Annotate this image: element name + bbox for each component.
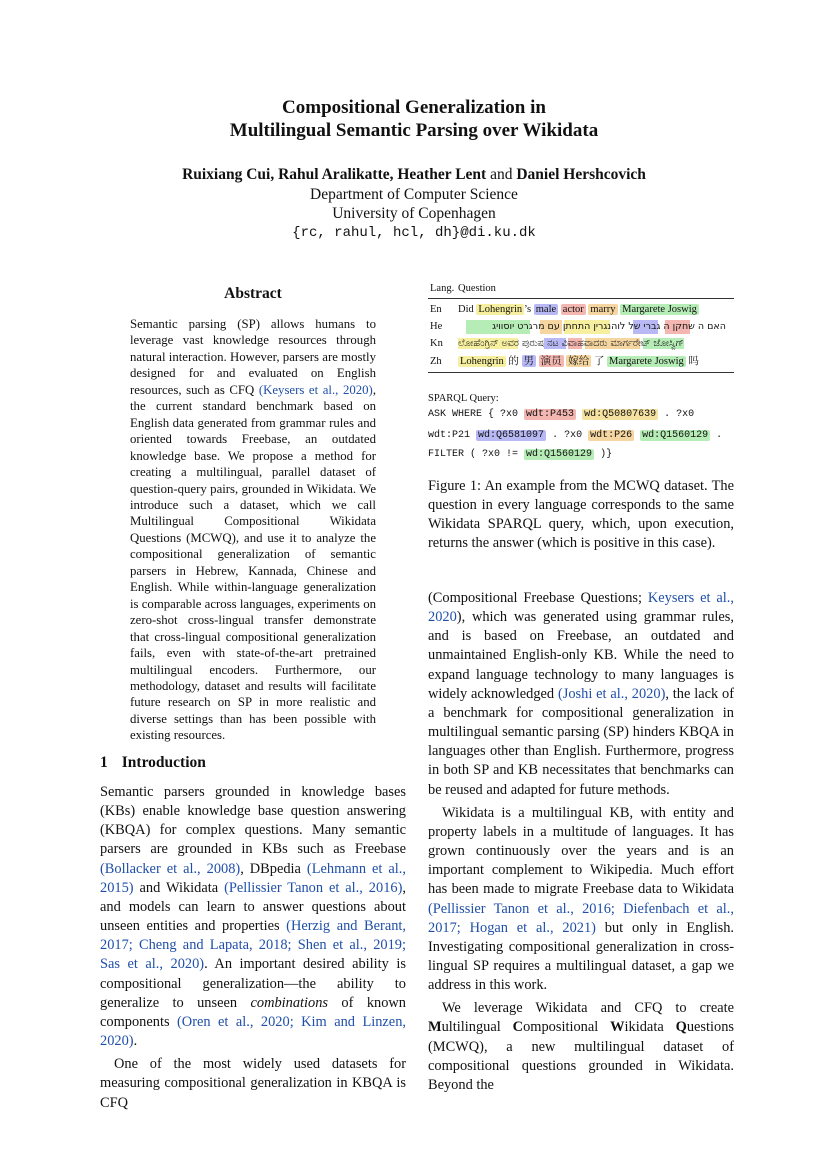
- authors-and: and: [490, 166, 513, 183]
- right-paragraph-2: [428, 804, 734, 996]
- text-run: . An important desired ability is compositional generalization—the ability to generalize to unseen: [100, 956, 406, 1011]
- text-run: , the lack of a benchmark for compositional generalization in multilingual semantic parsing (SP) hinders KBQA in languages other than English. Furthermore, progress in both SP and KB necessitates that benchmarks can be reused and adapted for future methods.: [428, 685, 734, 798]
- role-highlight: 演员: [540, 355, 562, 367]
- row-en: [430, 303, 699, 317]
- role-highlight: actor: [562, 304, 584, 315]
- abstract-part: , the current standard benchmark based on English data generated from grammar rules and oriented towards Freebase, an outdated knowledge base. We propose a method for creating a multilingual, parallel dataset of question-query pairs, grounded in Wikidata. We introduce such a dataset, which we call Multilingual Compositional Wikidata Questions (MCWQ), and use it to analyze the compositional generalization of semantic parsers in Hebrew, Kannada, Chinese and English. While within-language generalization is comparable across languages, experiments on zero-shot cross-lingual transfer demonstrate that cross-lingual compositional generalization fails, even with state-of-the-art pretrained multilingual encoders. Furthermore, our methodology, dataset and results will facilitate future research on SP in more realistic and diverse settings than has been possible with existing resources.: [130, 382, 377, 743]
- kannada-question: ಲೋಹೆಂಗ್ರಿನ್ ಅವರ ಪುರುಷ ನಟ ವಿವಾಹವಾದರು ಮಾರ್ಗರೇಟ್ ಜೋಸ್ವಿಗ್: [458, 338, 684, 349]
- text-run: ), which was generated using grammar rules, and is based on Freebase, an outdated and unmaintained English-only KB. While the need to expand language technology to many languages is widely acknowledged: [428, 609, 734, 702]
- paper-title: [0, 96, 828, 142]
- abstract-heading: Abstract: [224, 285, 282, 302]
- acronym-letter: W: [610, 1019, 625, 1036]
- gender-highlight: 男: [523, 355, 534, 367]
- lang-code: He: [430, 321, 443, 332]
- text-run: Wikidata is a multilingual KB, with entity and property labels in a multitude of languages. It has grown continuously over the years and is an important complement to Wikipedia. Much effort has been made to migrate Freebase data to Wikidata: [428, 804, 734, 898]
- lang-code: Zh: [430, 356, 442, 367]
- text-run: ompositional: [523, 1019, 611, 1036]
- left-column-body: [100, 783, 406, 1113]
- code-run: .: [716, 430, 723, 441]
- emphasis: combinations: [250, 994, 329, 1011]
- relation-highlight: marry: [590, 304, 616, 315]
- author-email: {rc, rahul, hcl, dh}@di.ku.dk: [292, 225, 536, 241]
- text-run: We leverage Wikidata and CFQ to create: [442, 1000, 734, 1017]
- lang-code: Kn: [430, 338, 443, 349]
- item-highlight: wd:Q6581097: [478, 430, 545, 441]
- citation-link[interactable]: (Bollacker et al., 2008): [100, 860, 241, 877]
- item-highlight: wd:Q1560129: [642, 430, 709, 441]
- item-highlight: wd:Q1560129: [526, 449, 593, 460]
- text-run: but only in English. Investigating compositional generalization in cross-lingual SP requires a multilingual dataset, a gap we address in this work.: [428, 919, 734, 994]
- intro-paragraph-1: [100, 783, 406, 1051]
- citation-link[interactable]: (Oren et al., 2020; Kim and Linzen, 2020): [100, 1013, 406, 1050]
- property-highlight: wdt:P453: [526, 409, 575, 420]
- right-column-body: [428, 589, 734, 1095]
- right-paragraph-3: [428, 999, 734, 1095]
- affiliation-department: Department of Computer Science: [310, 186, 518, 203]
- row-kn: [430, 337, 684, 351]
- citation-link[interactable]: (Joshi et al., 2020): [557, 685, 666, 702]
- relation-highlight: 嫁给: [568, 355, 590, 367]
- word: 吗: [688, 355, 699, 367]
- text-run: .: [133, 1033, 138, 1050]
- sparql-label: SPARQL Query:: [428, 393, 499, 404]
- table-rule-bottom: [428, 372, 734, 373]
- entity-highlight: Margarete Joswig: [609, 356, 684, 367]
- code-run: ASK WHERE { ?x0: [428, 409, 519, 420]
- citation-link[interactable]: (Keysers et al., 2020): [258, 382, 373, 397]
- gender-highlight: male: [535, 304, 557, 315]
- citation-link[interactable]: Keysers et al., 2020: [428, 590, 734, 626]
- row-zh: [430, 354, 699, 368]
- text-run: (Compositional Freebase Questions;: [428, 590, 648, 606]
- word: Did: [458, 304, 474, 315]
- lang-code: En: [430, 304, 442, 315]
- header-lang: Lang.: [430, 283, 455, 294]
- entity-highlight: Lohengrin: [478, 304, 523, 315]
- code-run: )}: [600, 449, 613, 460]
- word: ’s: [524, 304, 532, 315]
- authors-last: Daniel Hershcovich: [516, 166, 646, 183]
- code-run: . ?x0: [552, 430, 583, 441]
- acronym-letter: M: [428, 1019, 442, 1036]
- text-run: of known components: [100, 994, 406, 1030]
- sparql-line-3: [428, 449, 612, 460]
- citation-link[interactable]: (Lehmann et al., 2015): [100, 860, 406, 896]
- sparql-line-2: [428, 430, 722, 441]
- table-rule: [428, 298, 734, 299]
- property-highlight: wdt:P26: [590, 430, 633, 441]
- entity-highlight: Lohengrin: [460, 356, 504, 367]
- citation-link[interactable]: (Pellissier Tanon et al., 2016): [224, 879, 403, 896]
- text-run: and Wikidata: [133, 879, 225, 896]
- text-run: uestions: [686, 1019, 734, 1036]
- affiliation-university: University of Copenhagen: [332, 205, 496, 222]
- abstract-part: Semantic parsing (SP) allows humans to leverage vast knowledge resources through natural interaction. However, parsers are mostly designed for and evaluated on English resources, such as CFQ: [130, 317, 376, 397]
- section-heading-introduction: [100, 754, 206, 772]
- right-paragraph-1: [428, 589, 734, 800]
- author-list: [0, 165, 828, 184]
- text-run: , DBpedia: [240, 860, 307, 877]
- code-run: FILTER ( ?x0 !=: [428, 449, 519, 460]
- text-run: , and models can learn to answer questions about unseen entities and properties: [100, 879, 406, 935]
- word: 的: [508, 355, 519, 367]
- sparql-line-1: [428, 409, 694, 420]
- intro-paragraph-2: One of the most widely used datasets for measuring compositional generalization in KBQA is CFQ: [100, 1056, 406, 1111]
- section-number: 1: [100, 754, 108, 771]
- entity-highlight: Margarete Joswig: [622, 304, 697, 315]
- title-line-2: Multilingual Semantic Parsing over Wikidata: [229, 120, 599, 141]
- item-highlight: wd:Q50807639: [584, 409, 657, 420]
- row-he: [430, 320, 726, 334]
- authors-main: Ruixiang Cui, Rahul Aralikatte, Heather Lent: [182, 166, 487, 183]
- word: 了: [593, 355, 605, 367]
- text-run: Semantic parsers grounded in knowledge bases (KBs) enable knowledge base question answering (KBQA) for complex questions. Many semantic parsers are grounded in KBs such as Freebase: [100, 784, 406, 858]
- code-run: . ?x0: [664, 409, 695, 420]
- section-title: Introduction: [121, 754, 206, 771]
- acronym-letter: Q: [675, 1019, 687, 1036]
- title-line-1: Compositional Generalization in: [282, 97, 546, 118]
- table-header: [430, 283, 496, 294]
- hebrew-question: האם ה שחקן ה גברי של לוהנגרין התחתן עם מרגרט יוסוויג: [458, 320, 726, 334]
- text-run: ultilingual: [441, 1019, 513, 1036]
- text-run: (MCWQ), a new multilingual dataset of compositional questions grounded in Wikidata. Beyond the: [428, 1038, 734, 1093]
- abstract-text: [130, 316, 376, 744]
- citation-link[interactable]: (Pellissier Tanon et al., 2016; Diefenbach et al., 2017; Hogan et al., 2021): [428, 900, 734, 936]
- code-run: wdt:P21: [428, 430, 471, 441]
- figure-caption: Figure 1: An example from the MCWQ dataset. The question in every language corresponds to the same Wikidata SPARQL query, which, upon execution, returns the answer (which is positive in this case).: [428, 478, 734, 552]
- header-question: Question: [458, 283, 496, 294]
- text-run: ikidata: [624, 1019, 676, 1036]
- acronym-letter: C: [512, 1019, 524, 1036]
- citation-link[interactable]: (Herzig and Berant, 2017; Cheng and Lapata, 2018; Shen et al., 2019; Sas et al., 2020): [100, 918, 407, 973]
